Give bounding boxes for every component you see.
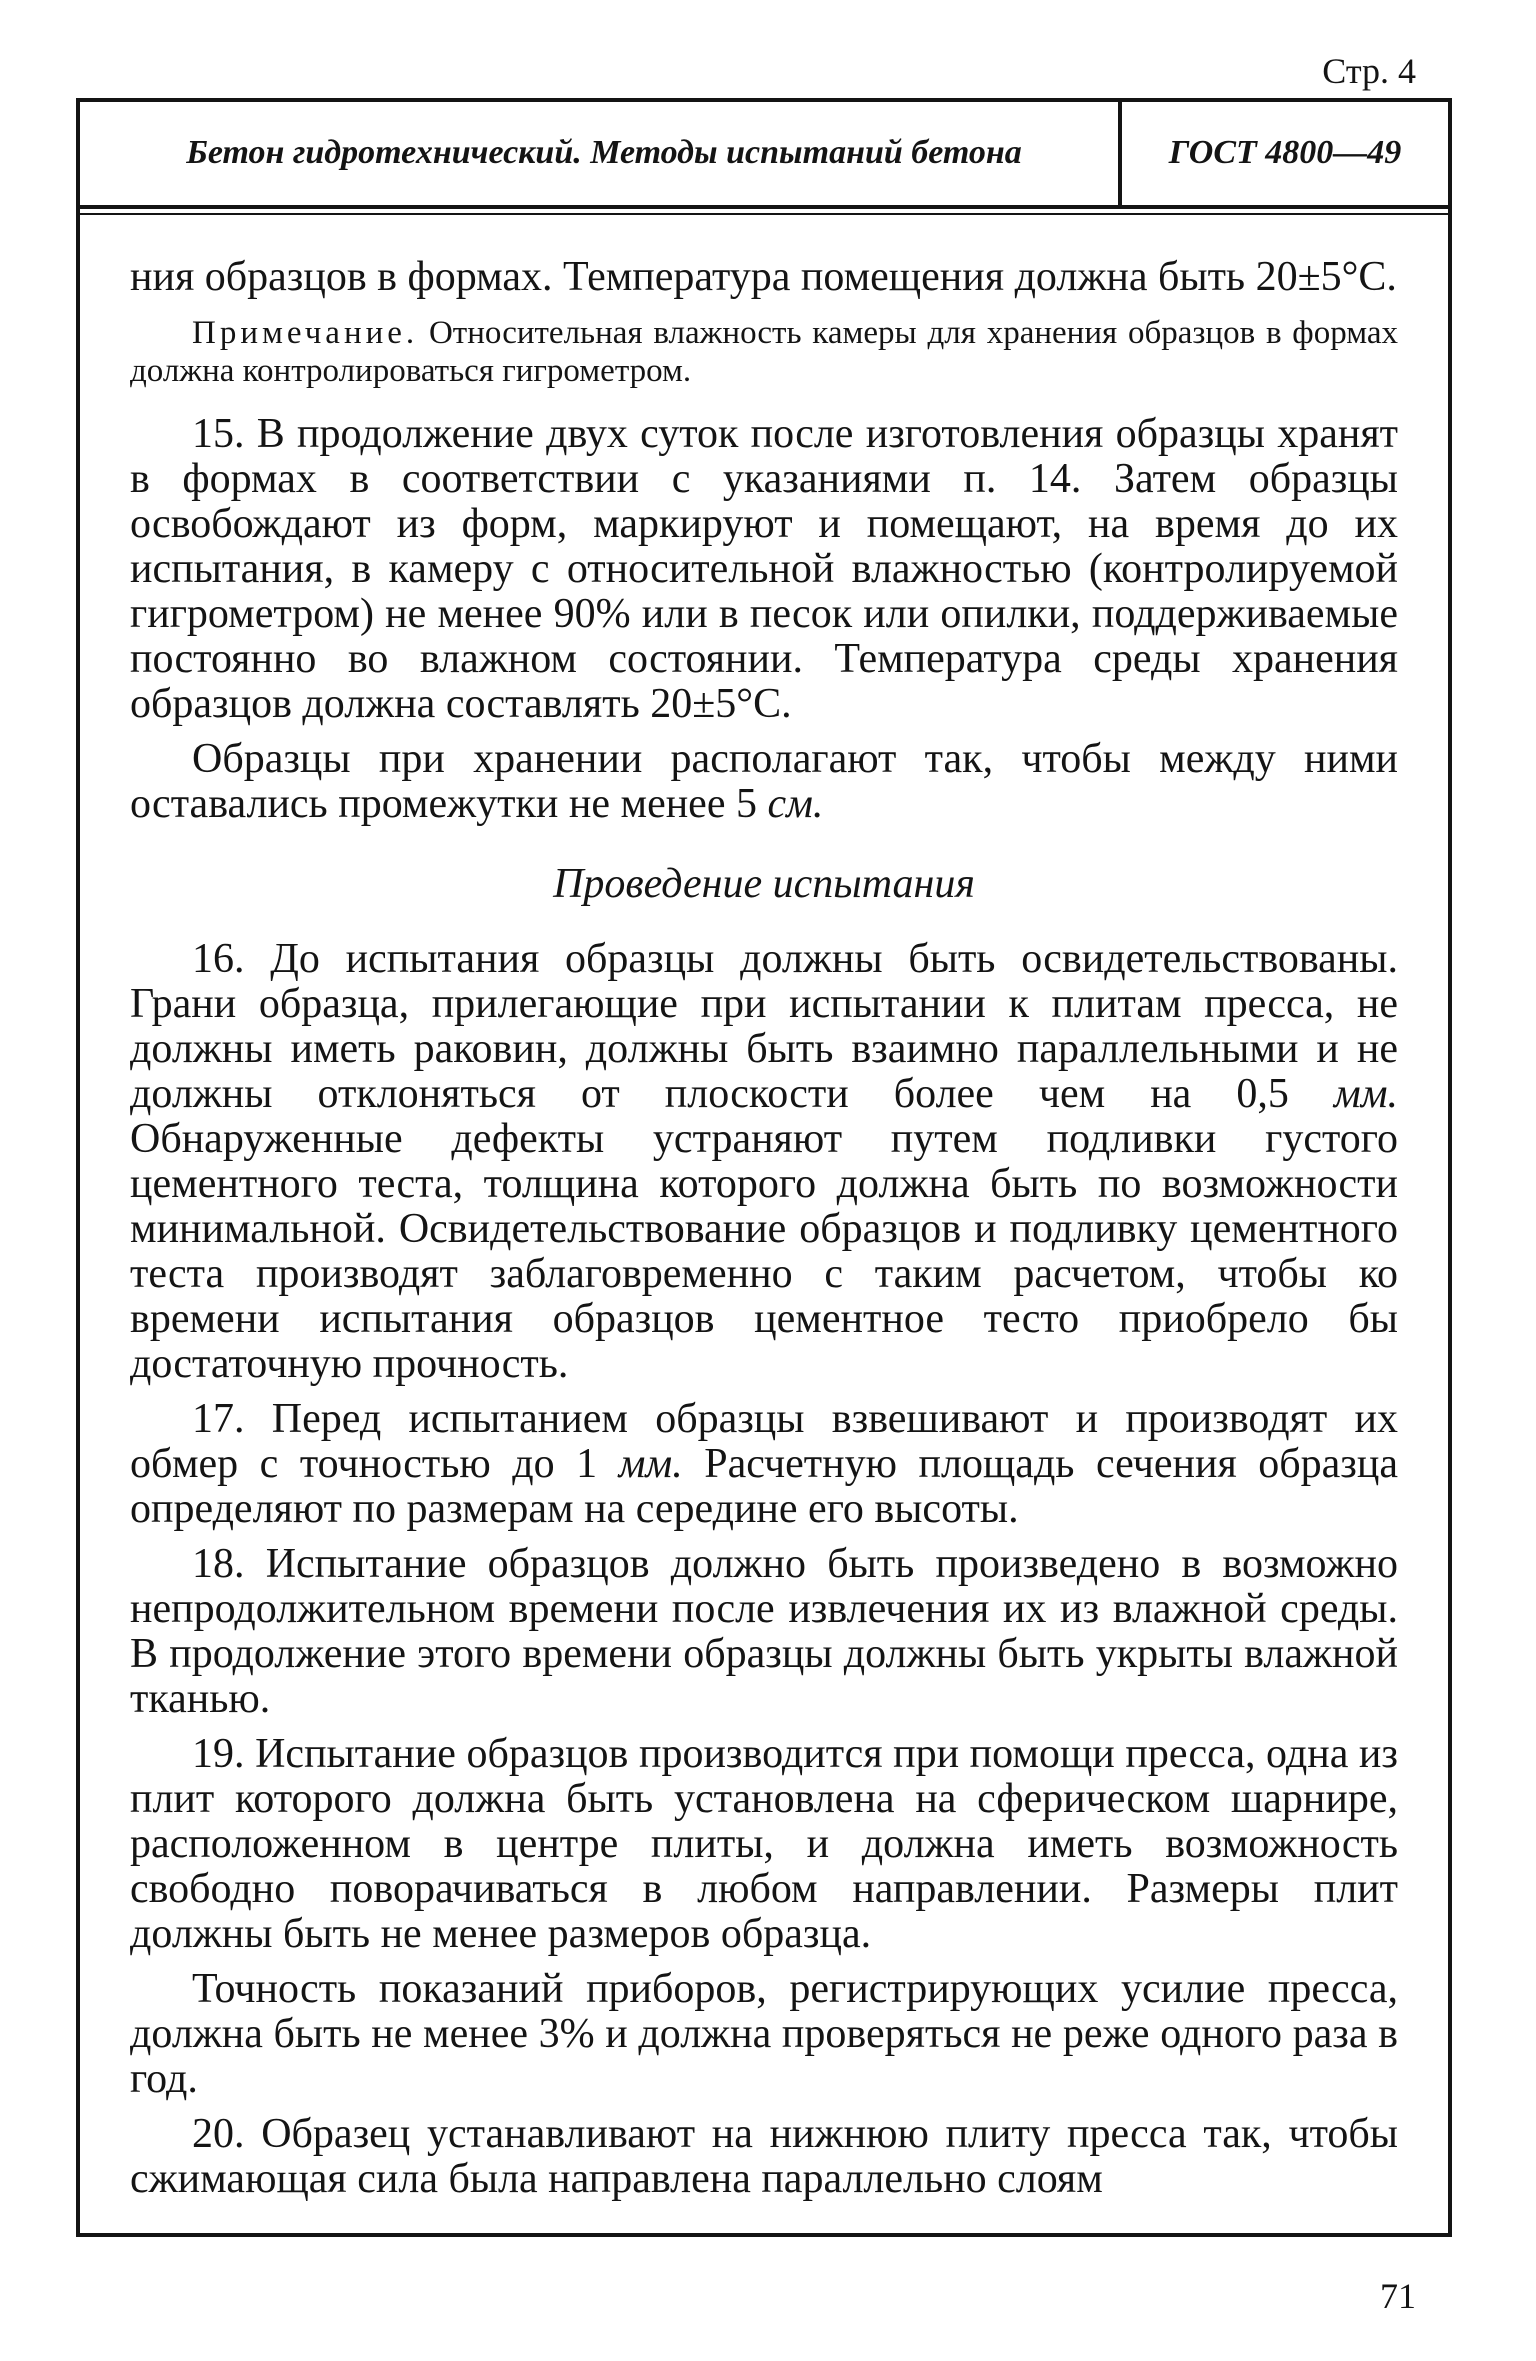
paragraph-16-text-b: Обнаруженные дефекты устраняют путем подливки густого цементного теста, толщина которого должна быть по возможности минимальной. Освидетельствование образцов и подливку цементного теста производят заблаговременно с таким расчетом, чтобы ко времени испытания образцов цементное тесто приобрело бы достаточную прочность. — [130, 1116, 1398, 1387]
paragraph-19-accuracy: Точность показаний приборов, регистрирующих усилие пресса, должна быть не менее 3% и должна проверяться не реже одного раза в год. — [130, 1966, 1398, 2102]
header-title: Бетон гидротехнический. Методы испытаний бетона — [186, 134, 1022, 171]
unit-mm: мм. — [618, 1441, 683, 1487]
document-body — [130, 255, 1398, 2202]
header-standard-code: ГОСТ 4800—49 — [1168, 134, 1402, 171]
paragraph-16-text-a: 16. До испытания образцы должны быть освидетельствованы. Грани образца, прилегающие при испытании к плитам пресса, не должны иметь раковин, должны быть взаимно параллельными и не должны отклоняться от плоскости более чем на 0,5 — [130, 936, 1398, 1117]
note-lead: Примечание. — [192, 315, 419, 351]
page-label: Стр. 4 — [1322, 51, 1416, 91]
section-heading: Проведение испытания — [553, 861, 975, 907]
paragraph-15: 15. В продолжение двух суток после изготовления образцы хранят в формах в соответствии с указаниями п. 14. Затем образцы освобождают из форм, маркируют и помещают, на время до их испытания, в камеру с относительной влажностью (контролируемой гигрометром) не менее 90% или в песок или опилки, поддерживаемые постоянно во влажном состоянии. Температура среды хранения образцов должна составлять 20±5°С. — [130, 411, 1398, 727]
unit-cm: см. — [767, 781, 824, 827]
paragraph-continuation: ния образцов в формах. Температура помещения должна быть 20±5°С. — [130, 254, 1397, 300]
unit-mm: мм. — [1333, 1071, 1398, 1117]
paragraph-18: 18. Испытание образцов должно быть произведено в возможно непродолжительном времени после извлечения их из влажной среды. В продолжение этого времени образцы должны быть укрыты влажной тканью. — [130, 1541, 1398, 1722]
paragraph-16 — [130, 937, 1398, 1387]
paragraph-17-text-b: Расчетную площадь сечения образца определяют по размерам на середине его высоты. — [130, 1441, 1398, 1532]
note-text: Относительная влажность камеры для хранения образцов в формах должна контролироваться гигрометром. — [130, 315, 1398, 389]
footer-rule — [76, 2233, 1452, 2237]
header-bottom-rule-thin — [76, 213, 1452, 215]
paragraph-20: 20. Образец устанавливают на нижнюю плиту пресса так, чтобы сжимающая сила была направлена параллельно слоям — [130, 2111, 1398, 2202]
paragraph-15-spacing-text: Образцы при хранении располагают так, чтобы между ними оставались промежутки не менее 5 — [130, 736, 1398, 827]
paragraph-17-text-a: 17. Перед испытанием образцы взвешивают и производят их обмер с точностью до 1 — [130, 1396, 1398, 1487]
note — [130, 314, 1398, 390]
paragraph-15-spacing — [130, 737, 1398, 827]
paragraph-17 — [130, 1397, 1398, 1532]
header-bottom-rule — [76, 205, 1452, 209]
page-number: 71 — [1380, 2276, 1416, 2316]
paragraph-19: 19. Испытание образцов производится при помощи пресса, одна из плит которого должна быть установлена на сферическом шарнире, расположенном в центре плиты, и должна иметь возможность свободно поворачиваться в любом направлении. Размеры плит должны быть не менее размеров образца. — [130, 1731, 1398, 1957]
